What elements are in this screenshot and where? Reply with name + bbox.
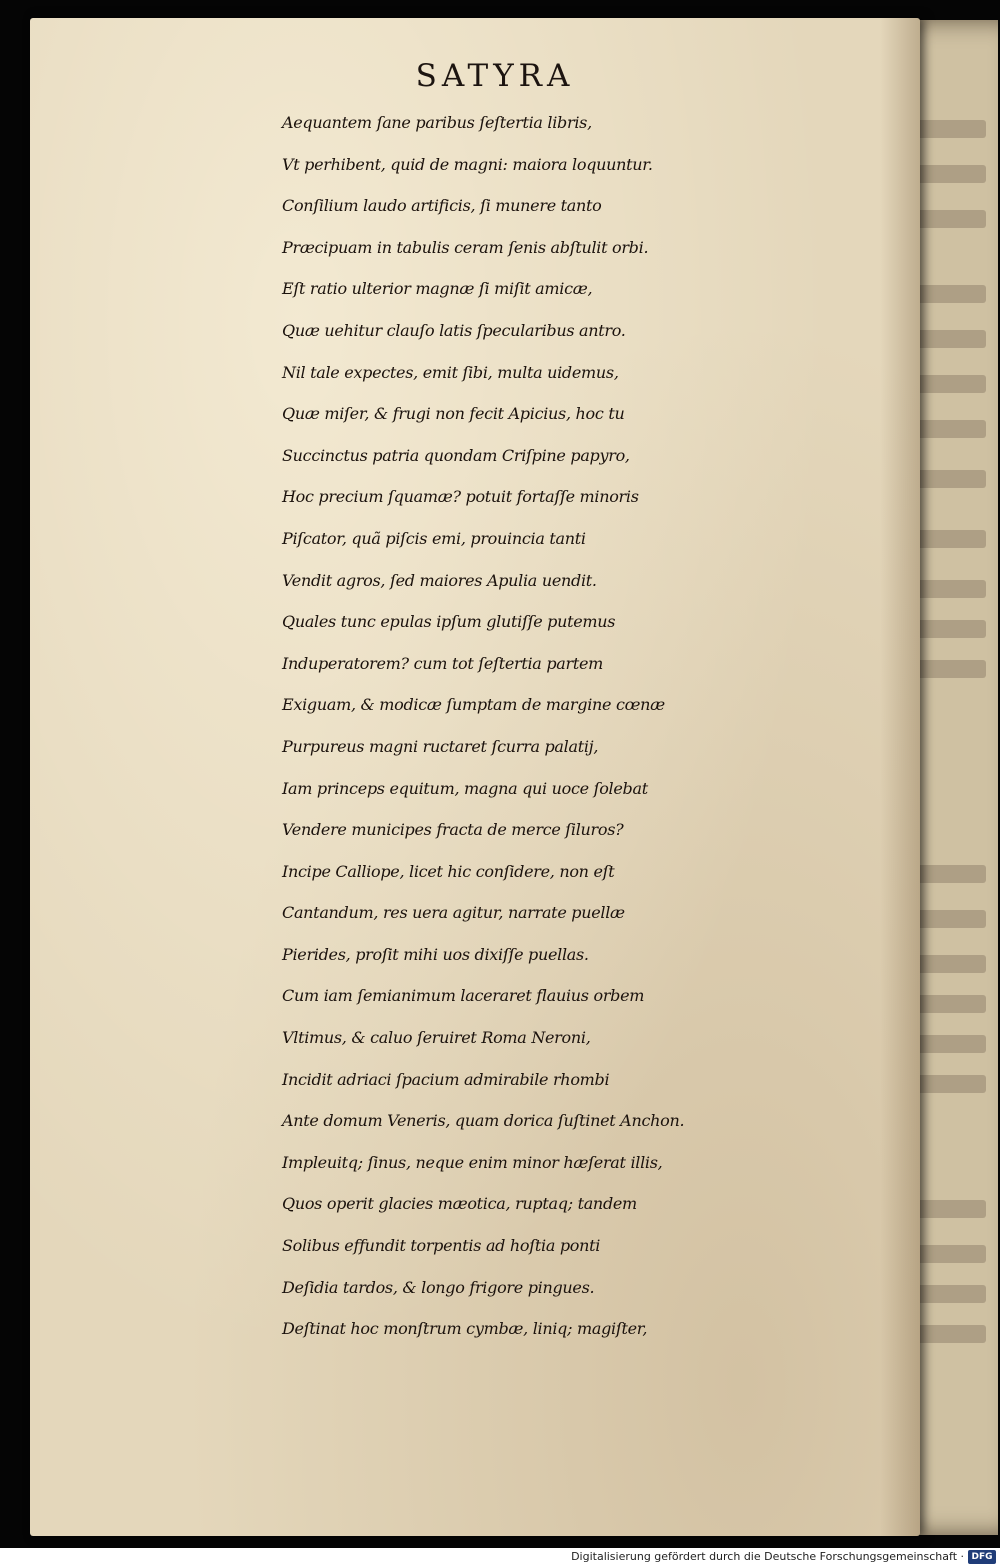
verse-line: Piſcator, quã piſcis emi, prouincia tanti — [282, 528, 586, 548]
verse-line: Quæ uehitur clauſo latis ſpecularibus antro. — [282, 320, 626, 340]
verse-line: Succinctus patria quondam Criſpine papyro, — [282, 445, 630, 465]
verse-line: Hoc precium ſquamæ? potuit fortaſſe minoris — [282, 487, 639, 507]
verse-line: Purpureus magni ructaret ſcurra palatij, — [282, 736, 599, 756]
verse-line: Incidit adriaci ſpacium admirabile rhombi — [282, 1069, 610, 1089]
running-head: SATYRA — [415, 58, 575, 94]
verse-line: Nil tale expectes, emit ſibi, multa uidemus, — [282, 362, 619, 382]
digitization-footer — [0, 1548, 1000, 1566]
verse-line: Pierides, proſit mihi uos dixiſſe puellas. — [282, 944, 589, 964]
verse-line: Impleuitq; ſinus, neque enim minor hæſerat illis, — [282, 1152, 663, 1172]
verse-line: Conſilium laudo artificis, ſi munere tanto — [282, 196, 602, 216]
verse-line: Eſt ratio ulterior magnæ ſi miſit amicæ, — [282, 279, 593, 299]
verse-line: Vendere municipes fracta de merce ſiluros? — [282, 820, 624, 840]
verse-line: Exiguam, & modicæ ſumptam de margine cœnæ — [282, 695, 665, 715]
verse-line: Præcipuam in tabulis ceram ſenis abſtulit orbi. — [282, 237, 649, 257]
verse-line: Solibus effundit torpentis ad hoſtia ponti — [282, 1236, 601, 1256]
verse-line: Iam princeps equitum, magna qui uoce ſolebat — [282, 778, 648, 798]
verse-line: Vt perhibent, quid de magni: maiora loquuntur. — [282, 154, 653, 174]
verse-line: Vendit agros, ſed maiores Apulia uendit. — [282, 570, 597, 590]
dfg-logo-icon: DFG — [968, 1550, 996, 1564]
verse-line: Cantandum, res uera agitur, narrate puellæ — [282, 903, 625, 923]
verse-line: Cum iam ſemianimum laceraret flauius orbem — [282, 986, 645, 1006]
verse-line: Incipe Calliope, licet hic conſidere, non eſt — [282, 861, 615, 881]
verse-line: Quæ miſer, & frugi non fecit Apicius, hoc tu — [282, 404, 625, 424]
verse-line: Deſidia tardos, & longo frigore pingues. — [282, 1277, 595, 1297]
verse-line: Ante domum Veneris, quam dorica ſuſtinet Anchon. — [282, 1111, 685, 1131]
verse-line: Vltimus, & caluo ſeruiret Roma Neroni, — [282, 1028, 591, 1048]
verse-line: Deſtinat hoc monſtrum cymbæ, liniq; magiſter, — [282, 1319, 648, 1339]
verse-line: Induperatorem? cum tot ſeſtertia partem — [282, 653, 604, 673]
verse-line: Quos operit glacies mæotica, ruptaq; tandem — [282, 1194, 637, 1214]
verse-line: Quales tunc epulas ipſum glutiſſe putemus — [282, 612, 616, 632]
verse-block — [282, 102, 912, 1350]
funding-credit: Digitalisierung gefördert durch die Deutsche Forschungsgemeinschaft · — [571, 1550, 964, 1563]
book-page — [30, 18, 920, 1536]
verse-line: Aequantem ſane paribus ſeſtertia libris, — [282, 113, 592, 132]
